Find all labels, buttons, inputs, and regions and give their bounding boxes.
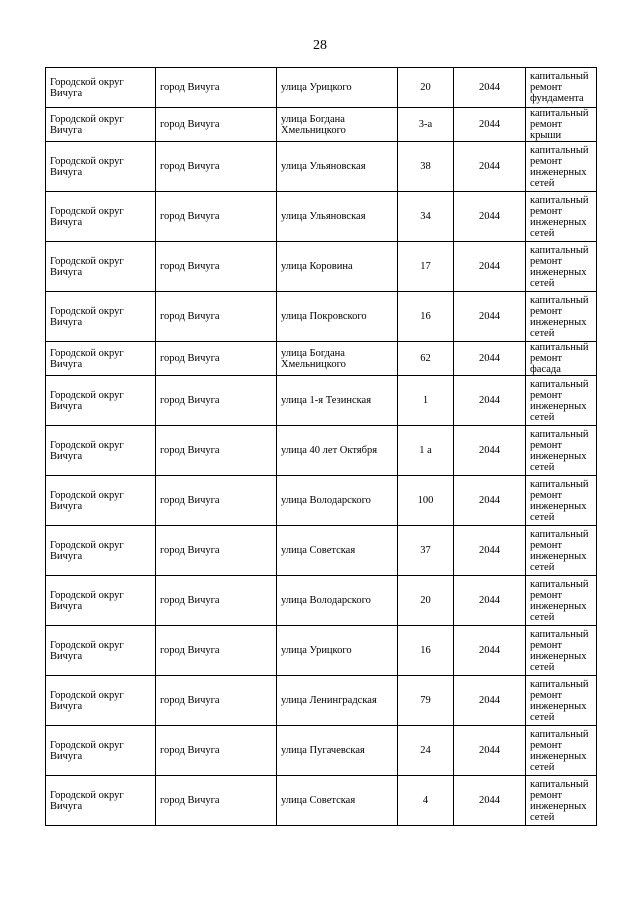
city-cell: город Вичуга bbox=[156, 108, 277, 142]
street-cell: улица Урицкого bbox=[277, 68, 398, 108]
city-cell: город Вичуга bbox=[156, 342, 277, 376]
street-cell: улица 40 лет Октября bbox=[277, 426, 398, 476]
year-cell: 2044 bbox=[454, 242, 526, 292]
work-type-cell: капитальный ремонт инженерных сетей bbox=[526, 776, 597, 826]
house-cell: 1 bbox=[398, 376, 454, 426]
work-type-cell: капитальный ремонт крыши bbox=[526, 108, 597, 142]
district-cell: Городской округ Вичуга bbox=[46, 142, 156, 192]
year-cell: 2044 bbox=[454, 776, 526, 826]
city-cell: город Вичуга bbox=[156, 242, 277, 292]
street-cell: улица Богдана Хмельницкого bbox=[277, 342, 398, 376]
street-cell: улица Покровского bbox=[277, 292, 398, 342]
year-cell: 2044 bbox=[454, 142, 526, 192]
work-type-cell: капитальный ремонт инженерных сетей bbox=[526, 676, 597, 726]
year-cell: 2044 bbox=[454, 576, 526, 626]
house-cell: 62 bbox=[398, 342, 454, 376]
house-cell: 20 bbox=[398, 576, 454, 626]
district-cell: Городской округ Вичуга bbox=[46, 776, 156, 826]
city-cell: город Вичуга bbox=[156, 726, 277, 776]
table-row bbox=[46, 242, 597, 292]
city-cell: город Вичуга bbox=[156, 192, 277, 242]
house-cell: 24 bbox=[398, 726, 454, 776]
house-cell: 17 bbox=[398, 242, 454, 292]
table-row bbox=[46, 342, 597, 376]
work-type-cell: капитальный ремонт инженерных сетей bbox=[526, 526, 597, 576]
year-cell: 2044 bbox=[454, 526, 526, 576]
street-cell: улица Володарского bbox=[277, 476, 398, 526]
year-cell: 2044 bbox=[454, 292, 526, 342]
house-cell: 4 bbox=[398, 776, 454, 826]
table-row bbox=[46, 68, 597, 108]
street-cell: улица Коровина bbox=[277, 242, 398, 292]
house-cell: 79 bbox=[398, 676, 454, 726]
street-cell: улица 1-я Тезинская bbox=[277, 376, 398, 426]
house-cell: 100 bbox=[398, 476, 454, 526]
table-row bbox=[46, 192, 597, 242]
year-cell: 2044 bbox=[454, 726, 526, 776]
house-cell: 3-а bbox=[398, 108, 454, 142]
city-cell: город Вичуга bbox=[156, 576, 277, 626]
table-row bbox=[46, 476, 597, 526]
district-cell: Городской округ Вичуга bbox=[46, 342, 156, 376]
table-row bbox=[46, 776, 597, 826]
work-type-cell: капитальный ремонт фасада bbox=[526, 342, 597, 376]
year-cell: 2044 bbox=[454, 426, 526, 476]
table-row bbox=[46, 108, 597, 142]
street-cell: улица Советская bbox=[277, 776, 398, 826]
year-cell: 2044 bbox=[454, 342, 526, 376]
city-cell: город Вичуга bbox=[156, 626, 277, 676]
house-cell: 34 bbox=[398, 192, 454, 242]
district-cell: Городской округ Вичуга bbox=[46, 242, 156, 292]
district-cell: Городской округ Вичуга bbox=[46, 626, 156, 676]
work-type-cell: капитальный ремонт фундамента bbox=[526, 68, 597, 108]
district-cell: Городской округ Вичуга bbox=[46, 476, 156, 526]
registry-table bbox=[45, 67, 597, 826]
city-cell: город Вичуга bbox=[156, 526, 277, 576]
page-number: 28 bbox=[313, 38, 327, 53]
district-cell: Городской округ Вичуга bbox=[46, 108, 156, 142]
year-cell: 2044 bbox=[454, 376, 526, 426]
district-cell: Городской округ Вичуга bbox=[46, 68, 156, 108]
city-cell: город Вичуга bbox=[156, 292, 277, 342]
year-cell: 2044 bbox=[454, 676, 526, 726]
house-cell: 37 bbox=[398, 526, 454, 576]
city-cell: город Вичуга bbox=[156, 676, 277, 726]
district-cell: Городской округ Вичуга bbox=[46, 426, 156, 476]
street-cell: улица Ленинградская bbox=[277, 676, 398, 726]
house-cell: 1 а bbox=[398, 426, 454, 476]
table-row bbox=[46, 292, 597, 342]
city-cell: город Вичуга bbox=[156, 376, 277, 426]
district-cell: Городской округ Вичуга bbox=[46, 526, 156, 576]
city-cell: город Вичуга bbox=[156, 476, 277, 526]
work-type-cell: капитальный ремонт инженерных сетей bbox=[526, 142, 597, 192]
district-cell: Городской округ Вичуга bbox=[46, 726, 156, 776]
work-type-cell: капитальный ремонт инженерных сетей bbox=[526, 576, 597, 626]
work-type-cell: капитальный ремонт инженерных сетей bbox=[526, 292, 597, 342]
city-cell: город Вичуга bbox=[156, 776, 277, 826]
street-cell: улица Володарского bbox=[277, 576, 398, 626]
district-cell: Городской округ Вичуга bbox=[46, 376, 156, 426]
table-row bbox=[46, 376, 597, 426]
district-cell: Городской округ Вичуга bbox=[46, 576, 156, 626]
table-row bbox=[46, 576, 597, 626]
city-cell: город Вичуга bbox=[156, 142, 277, 192]
street-cell: улица Урицкого bbox=[277, 626, 398, 676]
year-cell: 2044 bbox=[454, 192, 526, 242]
year-cell: 2044 bbox=[454, 68, 526, 108]
work-type-cell: капитальный ремонт инженерных сетей bbox=[526, 426, 597, 476]
work-type-cell: капитальный ремонт инженерных сетей bbox=[526, 192, 597, 242]
street-cell: улица Пугачевская bbox=[277, 726, 398, 776]
work-type-cell: капитальный ремонт инженерных сетей bbox=[526, 476, 597, 526]
work-type-cell: капитальный ремонт инженерных сетей bbox=[526, 626, 597, 676]
city-cell: город Вичуга bbox=[156, 426, 277, 476]
year-cell: 2044 bbox=[454, 626, 526, 676]
work-type-cell: капитальный ремонт инженерных сетей bbox=[526, 376, 597, 426]
table-row bbox=[46, 142, 597, 192]
street-cell: улица Богдана Хмельницкого bbox=[277, 108, 398, 142]
table-row bbox=[46, 726, 597, 776]
house-cell: 16 bbox=[398, 626, 454, 676]
table-row bbox=[46, 626, 597, 676]
year-cell: 2044 bbox=[454, 476, 526, 526]
house-cell: 16 bbox=[398, 292, 454, 342]
house-cell: 20 bbox=[398, 68, 454, 108]
work-type-cell: капитальный ремонт инженерных сетей bbox=[526, 242, 597, 292]
table-row bbox=[46, 526, 597, 576]
street-cell: улица Ульяновская bbox=[277, 142, 398, 192]
district-cell: Городской округ Вичуга bbox=[46, 676, 156, 726]
table-row bbox=[46, 676, 597, 726]
street-cell: улица Советская bbox=[277, 526, 398, 576]
city-cell: город Вичуга bbox=[156, 68, 277, 108]
work-type-cell: капитальный ремонт инженерных сетей bbox=[526, 726, 597, 776]
district-cell: Городской округ Вичуга bbox=[46, 192, 156, 242]
street-cell: улица Ульяновская bbox=[277, 192, 398, 242]
table-row bbox=[46, 426, 597, 476]
district-cell: Городской округ Вичуга bbox=[46, 292, 156, 342]
house-cell: 38 bbox=[398, 142, 454, 192]
year-cell: 2044 bbox=[454, 108, 526, 142]
